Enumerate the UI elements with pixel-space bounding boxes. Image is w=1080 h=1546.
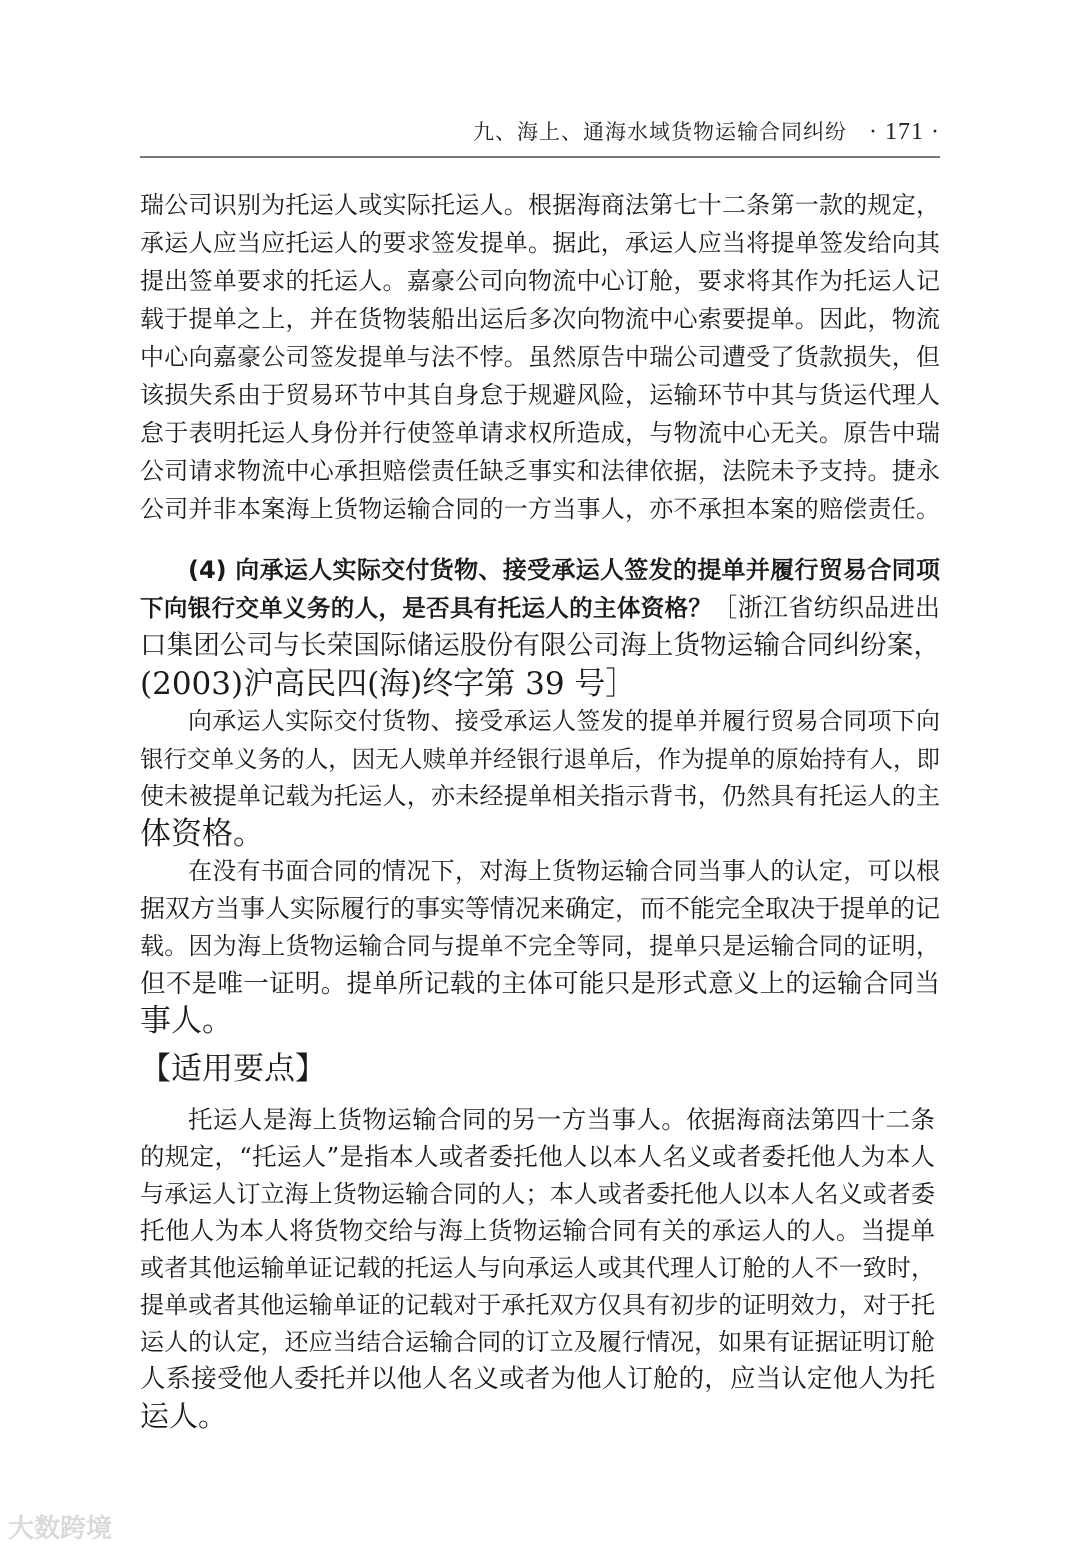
paragraph-line: 怠于表明托运人身份并行使签单请求权所造成，与物流中心无关。原告中瑞: [140, 419, 940, 447]
paragraph-line: 据双方当事人实际履行的事实等情况来确定，而不能完全取决于提单的记: [140, 893, 941, 923]
paragraph-line: 公司请求物流中心承担赔偿责任缺乏事实和法律依据，法院未予支持。捷永: [140, 457, 940, 485]
paragraph-line: 载。因为海上货物运输合同与提单不完全等同，提单只是运输合同的证明，: [140, 932, 940, 960]
header-rule: [140, 156, 940, 158]
paragraph-line: 事人。: [140, 1003, 233, 1039]
question-line-2: [140, 590, 940, 626]
section-title: 【适用要点】: [140, 1051, 326, 1087]
running-header: [473, 116, 940, 146]
case-citation-line: (2003)沪高民四(海)终字第 39 号］: [140, 666, 637, 702]
paragraph-line: 人系接受他人委托并以他人名义或者为他人订舱的，应当认定他人为托: [140, 1364, 935, 1394]
paragraph-line: 托他人为本人将货物交给与海上货物运输合同有关的承运人的人。当提单: [140, 1216, 935, 1245]
case-citation-line: 口集团公司与长荣国际储运股份有限公司海上货物运输合同纠纷案，: [140, 630, 940, 661]
watermark-logo: 大数跨境: [8, 1514, 113, 1544]
paragraph-line: 与承运人订立海上货物运输合同的人；本人或者委托他人以本人名义或者委: [140, 1180, 935, 1208]
paragraph-line: 提单或者其他运输单证的记载对于承托双方仅具有初步的证明效力，对于托: [140, 1291, 935, 1319]
paragraph-line: 银行交单义务的人，因无人赎单并经银行退单后，作为提单的原始持有人，即: [140, 744, 940, 773]
paragraph-line: 运人的认定，还应当结合运输合同的订立及履行情况，如果有证据证明订舱: [140, 1328, 935, 1356]
paragraph-line: 提出签单要求的托运人。嘉豪公司向物流中心订舱，要求将其作为托运人记: [140, 267, 940, 295]
page-number: · 171 ·: [869, 119, 940, 145]
paragraph-line: 但不是唯一证明。提单所记载的主体可能只是形式意义上的运输合同当: [140, 968, 940, 999]
paragraph-line: 在没有书面合同的情况下，对海上货物运输合同当事人的认定，可以根: [188, 857, 940, 885]
case-citation: ［浙江省纺织品进出: [712, 593, 940, 622]
paragraph-line: 中心向嘉豪公司签发提单与法不悖。虽然原告中瑞公司遭受了货款损失，但: [140, 343, 940, 371]
paragraph-line: 使未被提单记载为托运人，亦未经提单相关指示背书，仍然具有托运人的主: [140, 782, 940, 810]
question-heading-text: 下向银行交单义务的人，是否具有托运人的主体资格？: [140, 594, 713, 622]
paragraph-line: 瑞公司识别为托运人或实际托运人。根据海商法第七十二条第一款的规定，: [140, 191, 940, 219]
paragraph-line: 向承运人实际交付货物、接受承运人签发的提单并履行贸易合同项下向: [188, 707, 940, 735]
chapter-title: 九、海上、通海水域货物运输合同纠纷: [473, 120, 848, 144]
paragraph-line: 该损失系由于贸易环节中其自身怠于规避风险，运输环节中其与货运代理人: [140, 381, 940, 409]
paragraph-line: 运人。: [140, 1399, 228, 1433]
question-heading-line: (4) 向承运人实际交付货物、接受承运人签发的提单并履行贸易合同项: [188, 556, 940, 584]
paragraph-line: 的规定，“托运人”是指本人或者委托他人以本人名义或者委托他人为本人: [140, 1142, 935, 1171]
paragraph-line: 公司并非本案海上货物运输合同的一方当事人，亦不承担本案的赔偿责任。: [140, 495, 940, 523]
paragraph-line: 载于提单之上，并在货物装船出运后多次向物流中心索要提单。因此，物流: [140, 305, 940, 333]
paragraph-line: 承运人应当应托运人的要求签发提单。据此，承运人应当将提单签发给向其: [140, 229, 940, 257]
paragraph-line: 体资格。: [140, 815, 264, 852]
paragraph-line: 托运人是海上货物运输合同的另一方当事人。依据海商法第四十二条: [188, 1105, 935, 1134]
paragraph-line: 或者其他运输单证记载的托运人与向承运人或其代理人订舱的人不一致时，: [140, 1254, 935, 1282]
